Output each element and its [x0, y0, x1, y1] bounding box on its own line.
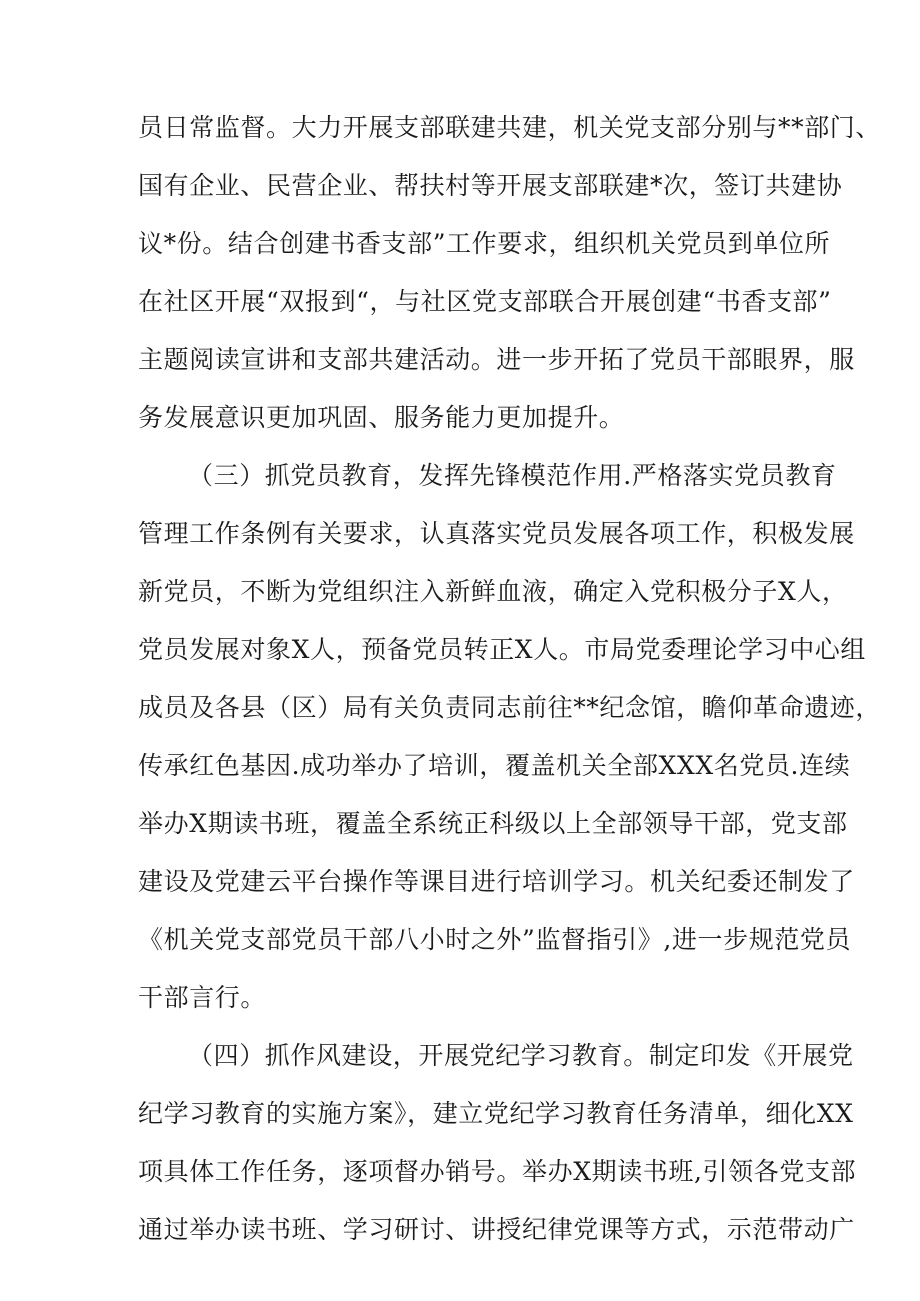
- section-heading-line: （三）抓党员教育，发挥先锋模范作用.严格落实党员教育: [188, 461, 837, 490]
- text-line: 《机关党支部党员干部八小时之外”监督指引》,进一步规范党员: [138, 925, 852, 954]
- text-line: 议*份。结合创建书香支部”工作要求，组织机关党员到单位所: [138, 229, 831, 258]
- text-line: 传承红色基因.成功举办了培训，覆盖机关全部XXX名党员.连续: [138, 751, 851, 780]
- text-line: 项具体工作任务，逐项督办销号。举办X期读书班,引领各党支部: [138, 1157, 857, 1186]
- text-line: 通过举办读书班、学习研讨、讲授纪律党课等方式，示范带动广: [138, 1215, 855, 1244]
- text-line: 国有企业、民营企业、帮扶村等开展支部联建*次，签订共建协: [138, 171, 843, 200]
- text-line: 党员发展对象X人，预备党员转正X人。市局党委理论学习中心组: [138, 635, 866, 664]
- text-line: 建设及党建云平台操作等课目进行培训学习。机关纪委还制发了: [138, 867, 855, 896]
- text-line: 成员及各县（区）局有关负责同志前往**纪念馆，瞻仰革命遗迹，: [138, 693, 882, 722]
- text-line: 纪学习教育的实施方案》，建立党纪学习教育任务清单，细化XX: [138, 1099, 854, 1128]
- section-heading-line: （四）抓作风建设，开展党纪学习教育。制定印发《开展党: [188, 1041, 854, 1070]
- text-line: 管理工作条例有关要求，认真落实党员发展各项工作，积极发展: [138, 519, 855, 548]
- text-line: 员日常监督。大力开展支部联建共建，机关党支部分别与**部门、: [138, 113, 882, 142]
- text-line: 新党员，不断为党组织注入新鲜血液，确定入党积极分子X人，: [138, 577, 848, 606]
- text-line: 在社区开展“双报到“，与社区党支部联合开展创建“书香支部”: [138, 287, 832, 316]
- text-line: 主题阅读宣讲和支部共建活动。进一步开拓了党员干部眼界，服: [138, 345, 855, 374]
- text-line: 举办X期读书班，覆盖全系统正科级以上全部领导干部，党支部: [138, 809, 848, 838]
- text-line: 干部言行。: [138, 983, 267, 1012]
- text-line: 务发展意识更加巩固、服务能力更加提升。: [138, 403, 625, 432]
